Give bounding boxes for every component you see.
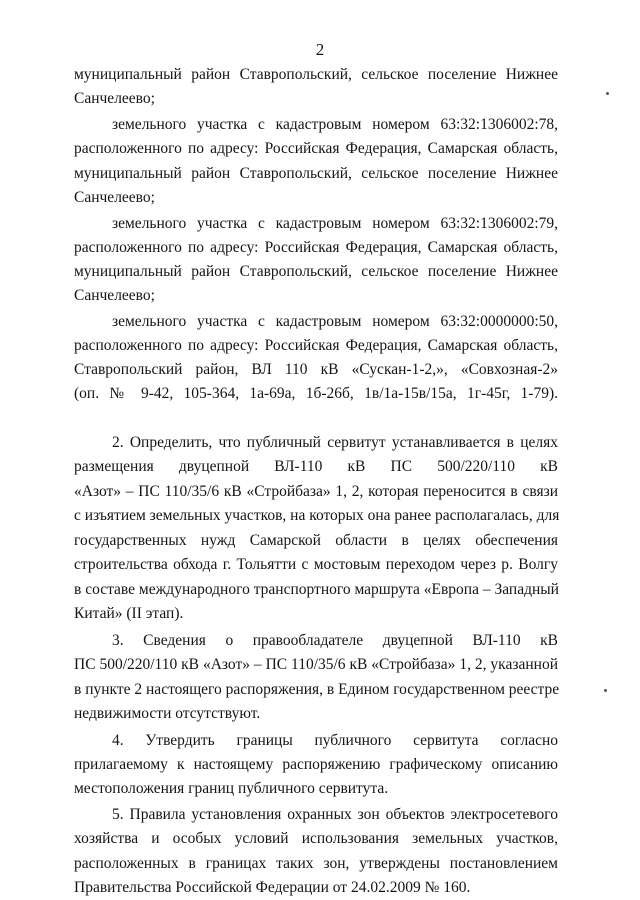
text-line: муниципальный район Ставропольский, сельское поселение Нижнее — [74, 263, 558, 280]
text-line: Китай» (II этап). — [74, 605, 184, 622]
text-line: размещения двуцепной ВЛ-110 кВ ПС 500/220/110 кВ — [74, 458, 558, 475]
text-line: 3. Сведения о правообладателе двуцепной ВЛ-110 кВ — [112, 632, 558, 649]
text-line: ПС 500/220/110 кВ «Азот» – ПС 110/35/6 кВ «Стройбаза» 1, 2, указанной — [74, 656, 558, 673]
text-line: в составе международного транспортного маршрута «Европа – Западный — [74, 581, 559, 598]
scan-speck — [604, 689, 607, 692]
text-line: «Азот» – ПС 110/35/6 кВ «Стройбаза» 1, 2, которая переносится в связи — [74, 483, 558, 500]
text-line: Правительства Российской Федерации от 24.02.2009 № 160. — [74, 879, 471, 896]
text-line: (оп. № 9-42, 105-364, 1а-69а, 1б-26б, 1в/1а-15в/15а, 1г-45г, 1-79). — [74, 385, 558, 402]
page-number: 2 — [315, 40, 325, 59]
text-line: 4. Утвердить границы публичного сервитута согласно — [112, 732, 558, 749]
text-line: строительства обхода г. Тольятти с мостовым переходом через р. Волгу — [74, 556, 558, 573]
text-line: хозяйства и особых условий использования земельных участков, — [74, 830, 558, 847]
text-line: Санчелеево; — [74, 287, 155, 304]
text-line: расположенных в границах таких зон, утверждены постановлением — [74, 855, 558, 872]
text-line: расположенного по адресу: Российская Федерация, Самарская область, — [74, 337, 558, 354]
text-line: прилагаемому к настоящему распоряжению графическому описанию — [74, 756, 558, 773]
text-line: земельного участка с кадастровым номером 63:32:0000000:50, — [112, 313, 558, 330]
text-line: Ставропольский район, ВЛ 110 кВ «Сускан-1-2,», «Совхозная-2» — [74, 361, 558, 378]
text-line: Санчелеево; — [74, 90, 155, 107]
text-line: муниципальный район Ставропольский, сельское поселение Нижнее — [74, 66, 558, 83]
text-line: расположенного по адресу: Российская Федерация, Самарская область, — [74, 239, 558, 256]
text-line: земельного участка с кадастровым номером 63:32:1306002:78, — [112, 116, 558, 133]
text-line: недвижимости отсутствуют. — [74, 705, 261, 722]
text-line: в пункте 2 настоящего распоряжения, в Едином государственном реестре — [74, 681, 560, 698]
text-line: 2. Определить, что публичный сервитут устанавливается в целях — [112, 434, 558, 451]
text-line: 5. Правила установления охранных зон объектов электросетевого — [112, 806, 558, 823]
text-line: с изъятием земельных участков, на которых она ранее располагалась, для — [74, 507, 560, 524]
text-line: расположенного по адресу: Российская Федерация, Самарская область, — [74, 140, 558, 157]
scan-speck — [606, 92, 609, 95]
text-line: земельного участка с кадастровым номером 63:32:1306002:79, — [112, 215, 558, 232]
text-line: Санчелеево; — [74, 189, 155, 206]
text-line: муниципальный район Ставропольский, сельское поселение Нижнее — [74, 165, 558, 182]
text-line: местоположения границ публичного сервитута. — [74, 780, 389, 797]
text-line: государственных нужд Самарской области в целях обеспечения — [74, 532, 558, 549]
